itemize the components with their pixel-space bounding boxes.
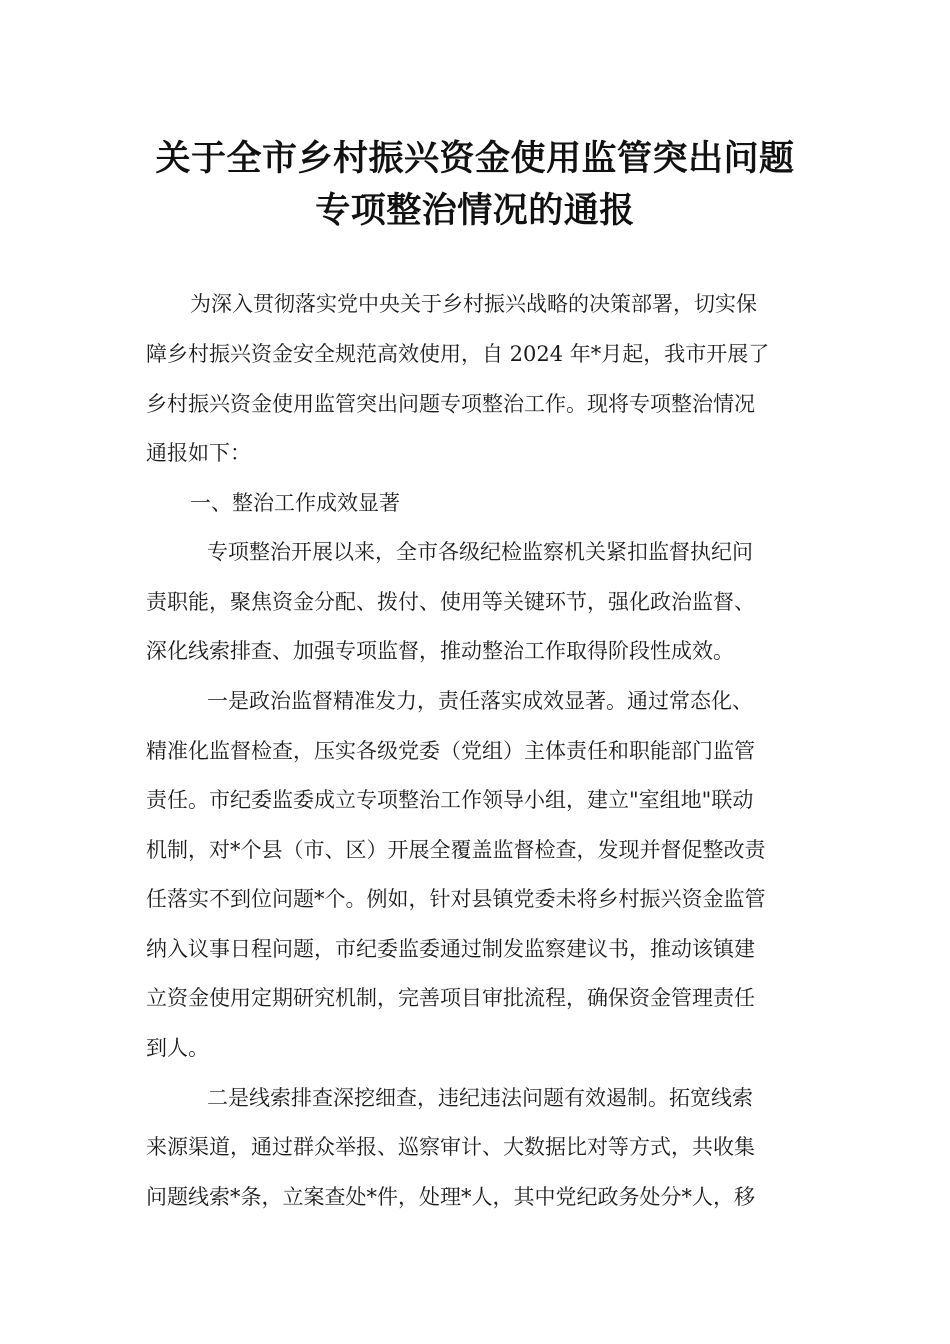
paragraph-line: 纳入议事日程问题，市纪委监委通过制发监察建议书，推动该镇建	[146, 937, 755, 961]
paragraph-line: 来源渠道，通过群众举报、巡察审计、大数据比对等方式，共收集	[146, 1135, 755, 1159]
paragraph-line: 责职能，聚焦资金分配、拨付、使用等关键环节，强化政治监督、	[146, 590, 755, 614]
paragraph-line: 立资金使用定期研究机制，完善项目审批流程，确保资金管理责任	[146, 986, 755, 1010]
paragraph-line: 深化线索排查、加强专项监督，推动整治工作取得阶段性成效。	[146, 639, 734, 663]
paragraph-line: 障乡村振兴资金安全规范高效使用，自 2024 年*月起，我市开展了	[146, 342, 770, 366]
paragraph-line: 精准化监督检查，压实各级党委（党组）主体责任和职能部门监管	[146, 739, 755, 763]
document-title-line-1: 关于全市乡村振兴资金使用监管突出问题	[155, 139, 795, 179]
paragraph-line: 到人。	[146, 1036, 209, 1060]
paragraph-line: 二是线索排查深挖细查，违纪违法问题有效遏制。拓宽线索	[207, 1086, 753, 1110]
paragraph-line: 任落实不到位问题*个。例如，针对县镇党委未将乡村振兴资金监管	[146, 887, 766, 911]
paragraph-line: 责任。市纪委监委成立专项整治工作领导小组，建立"室组地"联动	[146, 788, 754, 812]
paragraph-line: 机制，对*个县（市、区）开展全覆盖监督检查，发现并督促整改责	[146, 838, 766, 862]
paragraph-line: 一是政治监督精准发力，责任落实成效显著。通过常态化、	[207, 689, 753, 713]
document-title-line-2: 专项整治情况的通报	[315, 191, 635, 231]
section-heading: 一、整治工作成效显著	[190, 491, 400, 515]
paragraph-line: 乡村振兴资金使用监管突出问题专项整治工作。现将专项整治情况	[146, 392, 755, 416]
paragraph-line: 问题线索*条，立案查处*件，处理*人，其中党纪政务处分*人，移	[146, 1185, 755, 1209]
paragraph-line: 为深入贯彻落实党中央关于乡村振兴战略的决策部署，切实保	[190, 292, 757, 316]
paragraph-line: 通报如下：	[146, 441, 251, 465]
paragraph-line: 专项整治开展以来，全市各级纪检监察机关紧扣监督执纪问	[207, 540, 753, 564]
